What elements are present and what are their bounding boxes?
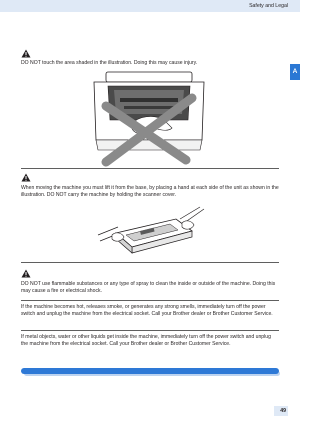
warning-triangle-icon	[21, 49, 31, 58]
warning-text-2: When moving the machine you must lift it from the base, by placing a hand at each side of the unit as shown in the illustration. DO NOT carry the machine by holding the scanner cover.	[21, 185, 279, 199]
footer-bar	[21, 368, 279, 374]
machine-hot-area-illustration	[84, 70, 214, 168]
note-text-2: If metal objects, water or other liquids get inside the machine, immediately turn off the power switch and unplug the machine from the electrical socket. Call your Brother dealer or Brother Customer Service.	[21, 334, 271, 348]
warning-text-3: DO NOT use flammable substances or any type of spray to clean the inside or outside of the machine. Doing this may cause a fire or electrical shock.	[21, 281, 276, 295]
divider	[21, 168, 279, 169]
divider	[21, 330, 279, 331]
appendix-tab[interactable]: A	[290, 64, 300, 80]
warning-triangle-icon	[21, 173, 31, 182]
warning-text-1: DO NOT touch the area shaded in the illustration. Doing this may cause injury.	[21, 60, 198, 66]
section-title: Safety and Legal	[249, 3, 288, 9]
warning-triangle-icon	[21, 269, 31, 278]
note-text-1: If the machine becomes hot, releases smoke, or generates any strong smells, immediately turn off the power switch and unplug the machine from the electrical socket. Call your Brother dealer or Brother Customer Service.	[21, 304, 273, 318]
divider	[21, 300, 279, 301]
divider	[21, 262, 279, 263]
lifting-machine-illustration	[96, 205, 206, 255]
page-number: 49	[280, 408, 286, 414]
